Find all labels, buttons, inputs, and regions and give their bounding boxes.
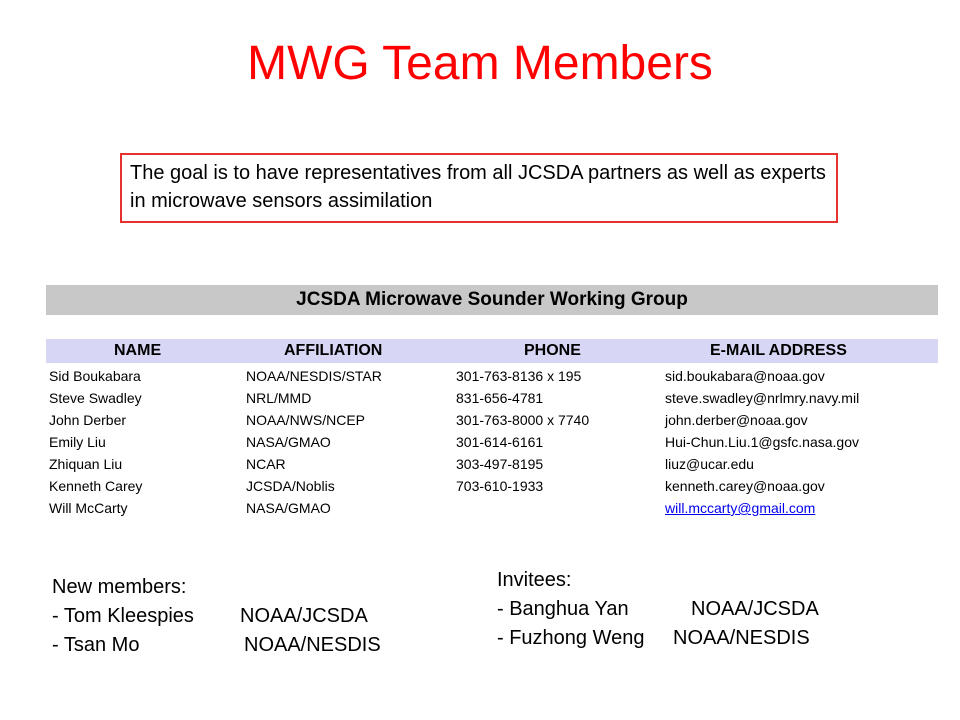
cell-email: kenneth.carey@noaa.gov	[665, 478, 825, 494]
header-affiliation: AFFILIATION	[284, 342, 383, 359]
table-row	[46, 365, 938, 387]
new-members-heading: New members:	[52, 576, 187, 598]
cell-email: steve.swadley@nrlmry.navy.mil	[665, 390, 860, 406]
table-title: JCSDA Microwave Sounder Working Group	[46, 285, 938, 315]
members-table	[46, 365, 938, 519]
cell-affiliation: NASA/GMAO	[246, 500, 331, 516]
cell-affiliation: NOAA/NWS/NCEP	[246, 412, 366, 428]
cell-email: sid.boukabara@noaa.gov	[665, 368, 825, 384]
cell-phone: 301-614-6161	[456, 434, 544, 450]
table-row	[46, 475, 938, 497]
cell-affiliation: NRL/MMD	[246, 390, 312, 406]
invitees-block	[497, 566, 897, 653]
invitee-org: NOAA/JCSDA	[691, 598, 819, 620]
cell-phone: 303-497-8195	[456, 456, 544, 472]
table-header	[46, 339, 938, 363]
table-row	[46, 497, 938, 519]
cell-name: John Derber	[49, 412, 127, 428]
cell-name: Zhiquan Liu	[49, 456, 123, 472]
invitee-org: NOAA/NESDIS	[673, 627, 810, 649]
invitees-heading: Invitees:	[497, 569, 572, 591]
cell-phone: 301-763-8000 x 7740	[456, 412, 590, 428]
cell-email: Hui-Chun.Liu.1@gsfc.nasa.gov	[665, 434, 859, 450]
goal-statement-box: The goal is to have representatives from all JCSDA partners as well as experts in microwave sensors assimilation	[120, 153, 838, 223]
invitee-name: - Fuzhong Weng	[497, 627, 645, 649]
cell-name: Kenneth Carey	[49, 478, 143, 494]
cell-name: Steve Swadley	[49, 390, 142, 406]
header-name: NAME	[114, 342, 162, 359]
list-item	[497, 624, 897, 653]
header-email: E-MAIL ADDRESS	[710, 342, 847, 359]
cell-name: Emily Liu	[49, 434, 106, 450]
new-members-block	[52, 573, 432, 660]
cell-affiliation: NASA/GMAO	[246, 434, 331, 450]
cell-name: Will McCarty	[49, 500, 128, 516]
cell-name: Sid Boukabara	[49, 368, 141, 384]
cell-affiliation: JCSDA/Noblis	[246, 478, 335, 494]
header-phone: PHONE	[524, 342, 581, 359]
list-item	[497, 595, 897, 624]
table-row	[46, 431, 938, 453]
cell-phone: 703-610-1933	[456, 478, 544, 494]
member-name: - Tom Kleespies	[52, 605, 194, 627]
cell-email: john.derber@noaa.gov	[665, 412, 808, 428]
cell-phone: 831-656-4781	[456, 390, 544, 406]
list-item	[52, 602, 432, 631]
invitee-name: - Banghua Yan	[497, 598, 629, 620]
cell-affiliation: NOAA/NESDIS/STAR	[246, 368, 382, 384]
member-name: - Tsan Mo	[52, 634, 140, 656]
cell-phone: 301-763-8136 x 195	[456, 368, 582, 384]
table-row	[46, 387, 938, 409]
member-org: NOAA/NESDIS	[244, 634, 381, 656]
cell-email: liuz@ucar.edu	[665, 456, 754, 472]
email-link[interactable]: will.mccarty@gmail.com	[665, 500, 816, 516]
member-org: NOAA/JCSDA	[240, 605, 368, 627]
list-item	[52, 631, 432, 660]
page-title: MWG Team Members	[247, 37, 713, 90]
cell-affiliation: NCAR	[246, 456, 286, 472]
table-row	[46, 453, 938, 475]
table-row	[46, 409, 938, 431]
